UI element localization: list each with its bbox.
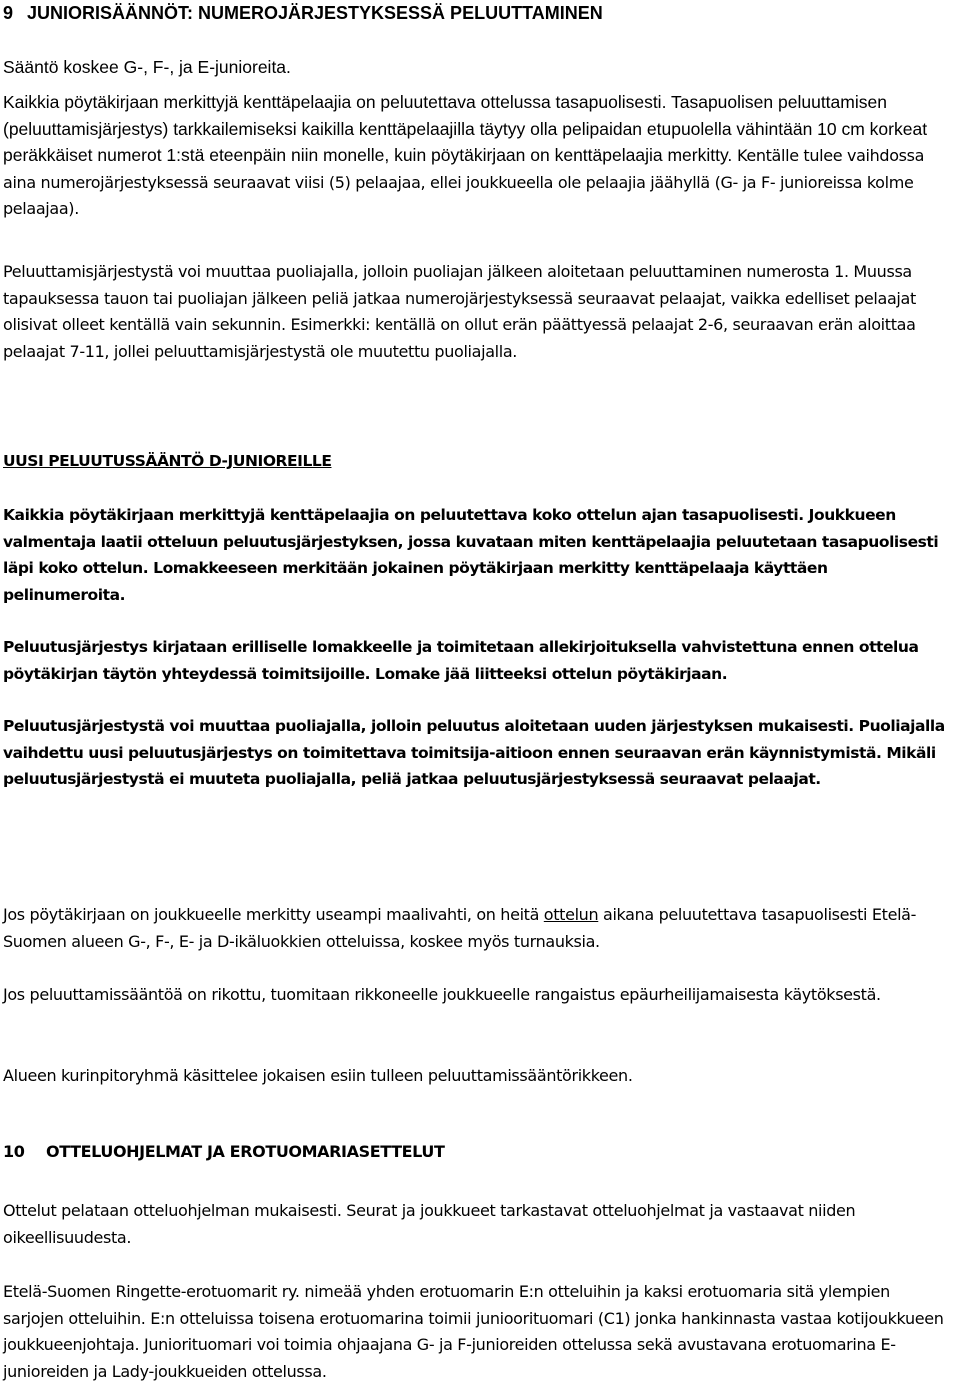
ottelun-link[interactable]: ottelun xyxy=(543,905,599,924)
d-rule-heading: UUSI PELUUTUSSÄÄNTÖ D-JUNIOREILLE xyxy=(3,452,332,470)
section-number: 10 xyxy=(3,1142,25,1161)
d-rule-paragraph-2: Peluutusjärjestys kirjataan erilliselle lomakkeelle ja toimitetaan allekirjoituksella vahvistettuna ennen ottelua pöytäkirjan täytön yhteydessä toimitsijoille. Lomake jää liitteeksi ottelun pöytäkirjaan. xyxy=(3,638,919,683)
section-title: JUNIORISÄÄNNÖT: NUMEROJÄRJESTYKSESSÄ PELUUTTAMINEN xyxy=(27,3,603,23)
section-number: 9 xyxy=(3,3,14,23)
section-9-paragraph-1 xyxy=(3,89,954,223)
section-10-paragraph-2: Etelä-Suomen Ringette-erotuomarit ry. nimeää yhden erotuomarin E:n otteluihin ja kaksi erotuomaria sitä ylempien sarjojen otteluihin. E:n otteluissa toisena erotuomarina toimii junioorituomari (C1) jonka hankinnasta vastaa kotijoukkueen joukkueenjohtaja. Juniorituomari voi toimia ohjaajana G- ja F-junioreiden ottelussa sekä avustavana erotuomarina E-junioreiden ja Lady-joukkueiden ottelussa. xyxy=(3,1282,944,1381)
d-rule-paragraph-1: Kaikkia pöytäkirjaan merkittyjä kenttäpelaajia on peluutettava koko ottelun ajan tasapuolisesti. Joukkueen valmentaja laatii otteluun peluutusjärjestyksen, jossa kuvataan miten kenttäpelaajia peluutetaan tasapuolisesti läpi koko ottelun. Lomakkeeseen merkitään jokainen pöytäkirjaan merkitty kenttäpelaaja käyttäen pelinumeroita. xyxy=(3,506,939,604)
goalie-text-after: aikana peluutettava tasapuolisesti Etelä-Suomen alueen G-, F-, E- ja D-ikäluokkien otteluissa, koskee myös turnauksia. xyxy=(3,905,917,951)
discipline-paragraph: Alueen kurinpitoryhmä käsittelee jokaisen esiin tulleen peluuttamissääntörikkeen. xyxy=(3,1066,633,1085)
section-9-paragraph-2: Peluuttamisjärjestystä voi muuttaa puoliajalla, jolloin puoliajan jälkeen aloitetaan peluuttaminen numerosta 1. Muussa tapauksessa tauon tai puoliajan jälkeen peliä jatkaa numerojärjestyksessä seuraavat pelaajat, vaikka edelliset pelaajat olisivat olleet kentällä vain sekunnin. Esimerkki: kentällä on ollut erän päättyessä pelaajat 2-6, seuraavan erän aloittaa pelaajat 7-11, jollei peluuttamisjärjestystä ole muutettu puoliajalla. xyxy=(3,262,916,361)
section-title: OTTELUOHJELMAT JA EROTUOMARIASETTELUT xyxy=(46,1142,445,1161)
paragraph-text-arial: Kaikkia pöytäkirjaan merkittyjä kenttäpelaajia on peluutettava ottelussa tasapuolisesti. Tasapuolisen peluuttamisen (peluuttamisjärjestys) tarkkailemiseksi kaikilla kenttäpelaajilla täytyy olla pelipaidan etupuolella vähintään 10 cm korkeat peräkkäiset numerot 1:stä eteenpäin niin monelle, kuin pöytäkirjaan on kenttäpelaajia merkitty. xyxy=(3,92,928,165)
goalie-text-before: Jos pöytäkirjaan on joukkueelle merkitty useampi maalivahti, on heitä xyxy=(3,905,544,924)
goalie-paragraph xyxy=(3,902,954,955)
paragraph-text-rest: Kentälle tulee vaihdossa aina numerojärjestyksessä seuraavat viisi (5) pelaajaa, ellei joukkueella ole pelaajia jäähyllä (G- ja F- junioreissa kolme pelaajaa). xyxy=(3,146,925,219)
section-10-paragraph-1: Ottelut pelataan otteluohjelman mukaisesti. Seurat ja joukkueet tarkastavat otteluohjelmat ja vastaavat niiden oikeellisuudesta. xyxy=(3,1201,856,1247)
violation-paragraph: Jos peluuttamissääntöä on rikottu, tuomitaan rikkoneelle joukkueelle rangaistus epäurheilijamaisesta käytöksestä. xyxy=(3,985,881,1004)
scope-note: Sääntö koskee G-, F-, ja E-junioreita. xyxy=(3,57,291,77)
d-rule-paragraph-3: Peluutusjärjestystä voi muuttaa puoliajalla, jolloin peluutus aloitetaan uuden järjestyksen mukaisesti. Puoliajalla vaihdettu uusi peluutusjärjestys on toimitettava toimitsija-aitioon ennen seuraavan erän käynnistymistä. Mikäli peluutusjärjestystä ei muuteta puoliajalla, peliä jatkaa peluutusjärjestyksessä seuraavat pelaajat. xyxy=(3,717,945,789)
section-9-heading xyxy=(3,0,954,26)
section-10-heading xyxy=(3,1139,954,1165)
